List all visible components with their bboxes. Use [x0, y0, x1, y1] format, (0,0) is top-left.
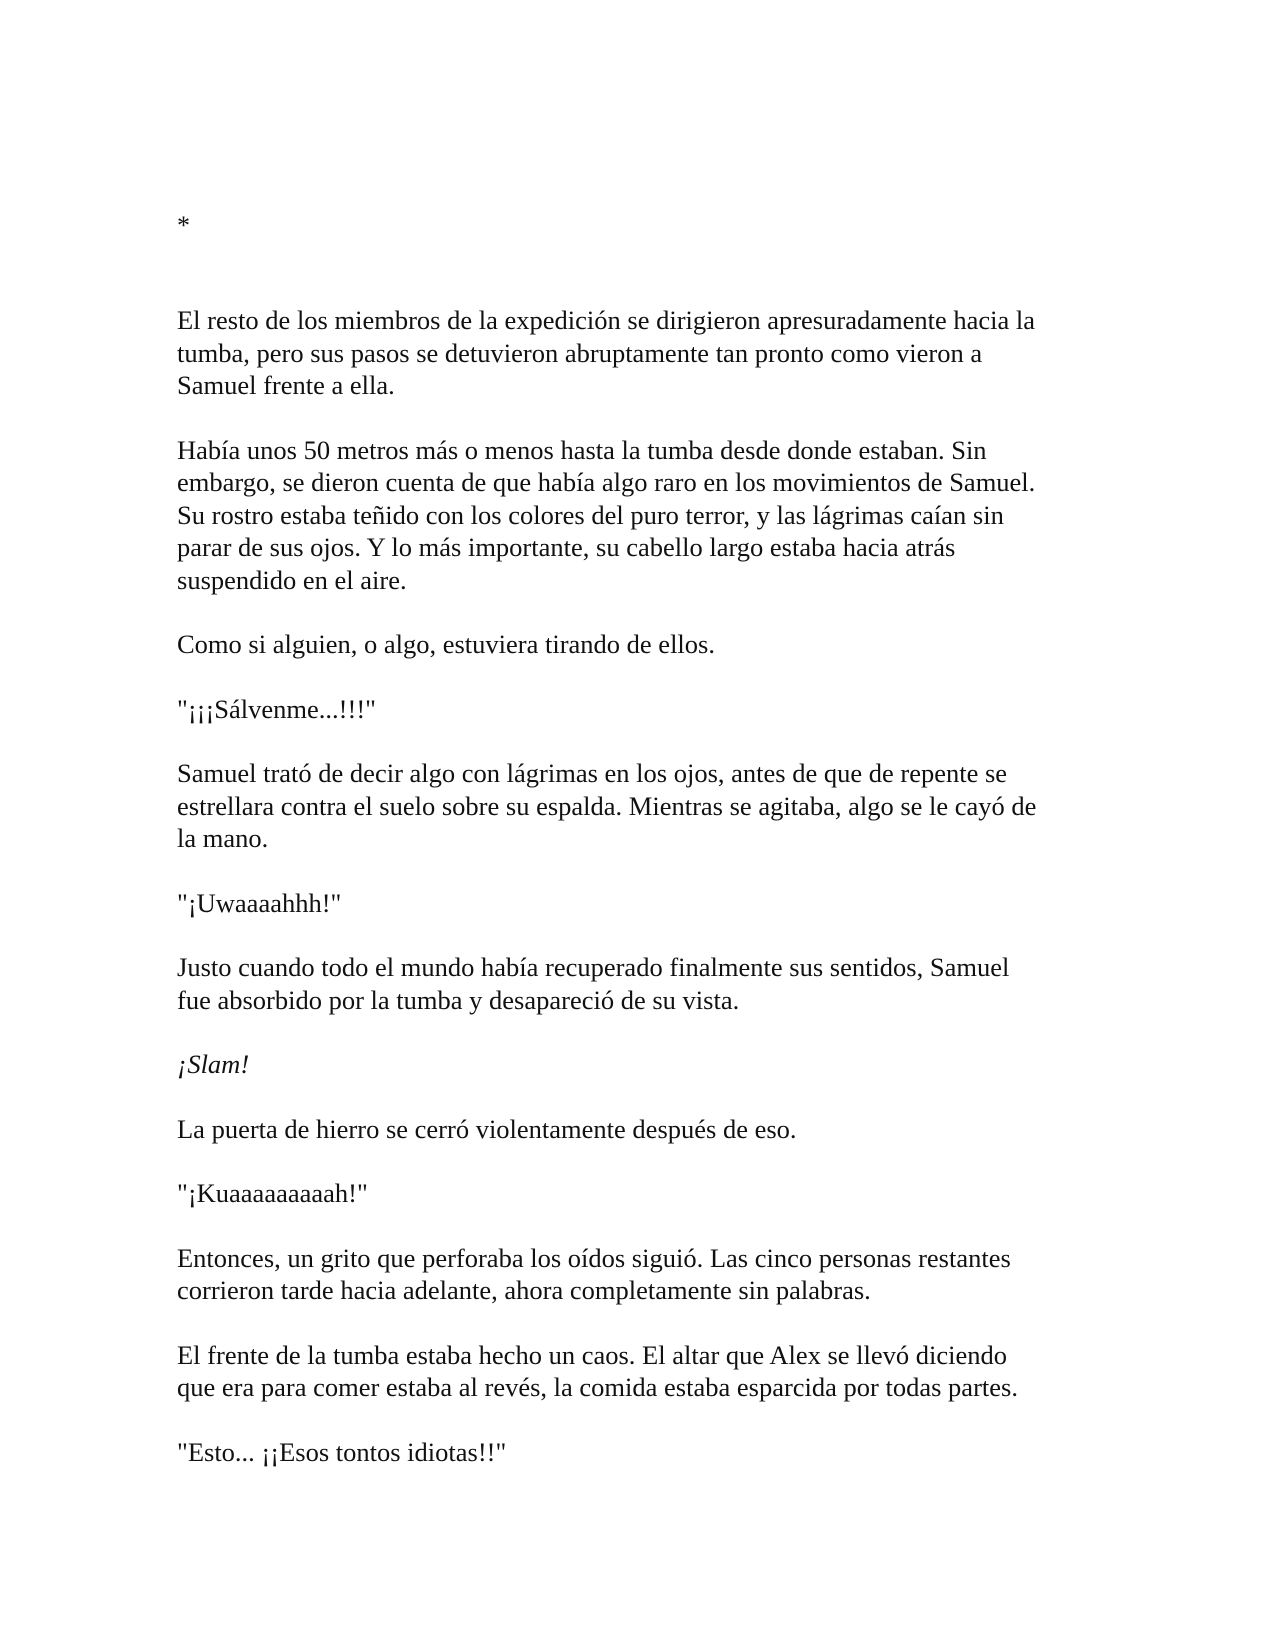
paragraph-line: "Esto... ¡¡Esos tontos idiotas!!": [177, 1436, 507, 1467]
sound-effect: [177, 1048, 1107, 1081]
paragraph-line: tumba, pero sus pasos se detuvieron abruptamente tan pronto como vieron a: [177, 337, 983, 368]
paragraph-line: embargo, se dieron cuenta de que había algo raro en los movimientos de Samuel.: [177, 467, 1036, 497]
dialogue-line-3: [177, 1177, 1107, 1210]
paragraph-line: ¡Slam!: [177, 1049, 250, 1079]
paragraph-line: que era para comer estaba al revés, la comida estaba esparcida por todas partes.: [177, 1372, 1018, 1402]
paragraph-line: la mano.: [177, 823, 269, 853]
paragraph-line: fue absorbido por la tumba y desapareció de su vista.: [177, 984, 740, 1015]
paragraph-1: [177, 304, 1107, 402]
paragraph-line: Entonces, un grito que perforaba los oídos siguió. Las cinco personas restantes: [177, 1242, 1011, 1273]
dialogue-line-4: [177, 1436, 1107, 1469]
paragraph-3: [177, 628, 1107, 661]
paragraph-12: [177, 1339, 1107, 1404]
paragraph-line: "¡¡¡Sálvenme...!!!": [177, 693, 376, 724]
paragraph-line: parar de sus ojos. Y lo más importante, su cabello largo estaba hacia atrás: [177, 532, 956, 562]
document-page: [177, 210, 1107, 1500]
paragraph-line: El resto de los miembros de la expedición se dirigieron apresuradamente hacia la: [177, 305, 1035, 335]
paragraph-line: suspendido en el aire.: [177, 564, 407, 595]
paragraph-line: Había unos 50 metros más o menos hasta la tumba desde donde estaban. Sin: [177, 434, 987, 465]
paragraph-11: [177, 1242, 1107, 1307]
scene-separator: *: [177, 211, 190, 240]
paragraph-line: Su rostro estaba teñido con los colores del puro terror, y las lágrimas caían sin: [177, 499, 1004, 530]
paragraph-line: corrieron tarde hacia adelante, ahora completamente sin palabras.: [177, 1275, 871, 1305]
paragraph-line: estrellara contra el suelo sobre su espalda. Mientras se agitaba, algo se le cayó de: [177, 790, 1037, 821]
dialogue-line-2: [177, 887, 1107, 920]
dialogue-line-1: [177, 693, 1107, 726]
paragraph-2: [177, 434, 1107, 597]
paragraph-5: [177, 757, 1107, 855]
paragraph-9: [177, 1113, 1107, 1146]
paragraph-line: El frente de la tumba estaba hecho un caos. El altar que Alex se llevó diciendo: [177, 1339, 1008, 1370]
paragraph-line: Samuel trató de decir algo con lágrimas en los ojos, antes de que de repente se: [177, 758, 1008, 788]
paragraph-line: "¡Kuaaaaaaaaah!": [177, 1178, 368, 1208]
paragraph-line: Samuel frente a ella.: [177, 370, 395, 400]
paragraph-line: "¡Uwaaaahhh!": [177, 887, 342, 918]
paragraph-line: Como si alguien, o algo, estuviera tirando de ellos.: [177, 629, 715, 659]
paragraph-line: La puerta de hierro se cerró violentamente después de eso.: [177, 1113, 797, 1144]
paragraph-7: [177, 951, 1107, 1016]
paragraph-line: Justo cuando todo el mundo había recuperado finalmente sus sentidos, Samuel: [177, 952, 1010, 982]
